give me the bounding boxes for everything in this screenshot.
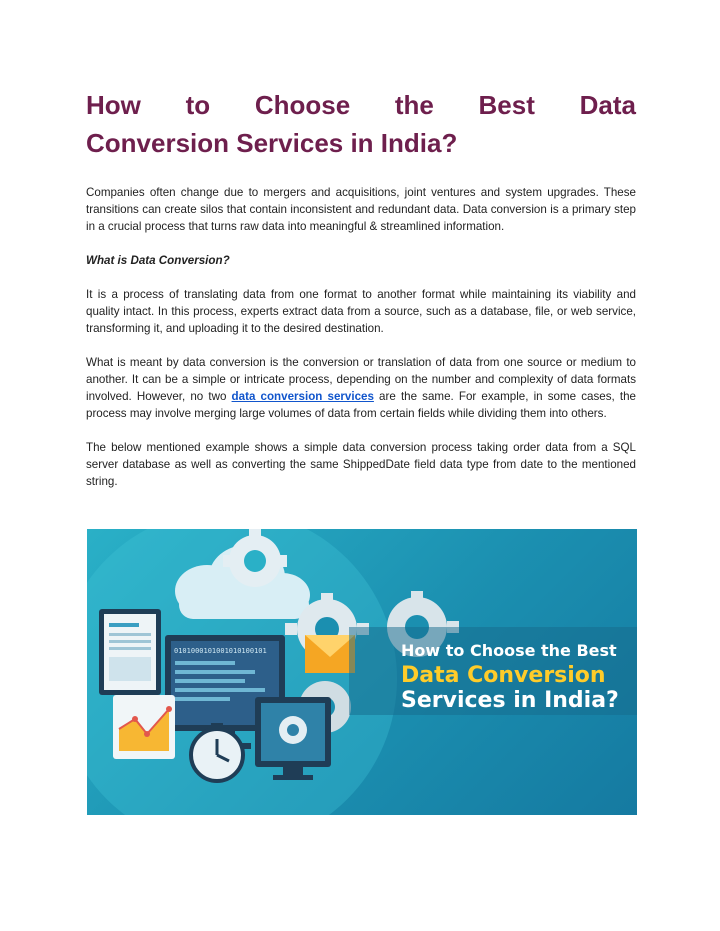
title-line-2: Conversion Services in India? [86,128,458,158]
binary-text: 0101000101001010100101 [174,647,267,655]
banner-line-3: Services in India? [401,688,619,713]
meaning-paragraph [86,354,636,422]
paragraph-text: What is meant by data conversion is the conversion or translation of data from one source or medium to another. It can be a simple or intricate process, depending on the number and complexity of data formats involved. However, no two [86,356,636,403]
banner-image [87,529,637,815]
document-page [86,0,636,490]
title-word: Data [579,90,636,120]
banner-line-1: How to Choose the Best [401,641,617,660]
subheading: What is Data Conversion? [86,254,230,267]
intro-paragraph: Companies often change due to mergers and acquisitions, joint ventures and system upgrades. These transitions can create silos that contain inconsistent and redundant data. Data conversion is a primary step in a crucial process that turns raw data into meaningful & streamlined information. [86,186,636,233]
banner-line-2: Data Conversion [401,663,606,688]
title-line-1 [86,86,636,124]
mail-icon [305,635,355,673]
title-word: Best [478,90,535,120]
chart-icon [113,695,175,759]
monitor-icon [99,609,161,695]
title-word: How [86,90,141,120]
paragraph-text: are the same. For example, in some cases, the process may involve merging large volumes of data from certain fields while dividing them into others. [86,390,636,420]
definition-paragraph: It is a process of translating data from one format to another format while maintaining its viability and quality intact. In this process, experts extract data from a source, such as a database, file, or web service, transforming it, and uploading it to the desired destination. [86,288,636,335]
title-word: to [185,90,211,120]
page-title [86,86,636,162]
banner-heading [401,641,631,713]
data-conversion-services-link[interactable]: data conversion services [231,390,374,403]
example-paragraph: The below mentioned example shows a simple data conversion process taking order data from a SQL server database as well as converting the same ShippedDate field data type from date to the mentioned string. [86,441,636,488]
title-word: the [394,90,434,120]
title-word: Choose [254,90,351,120]
